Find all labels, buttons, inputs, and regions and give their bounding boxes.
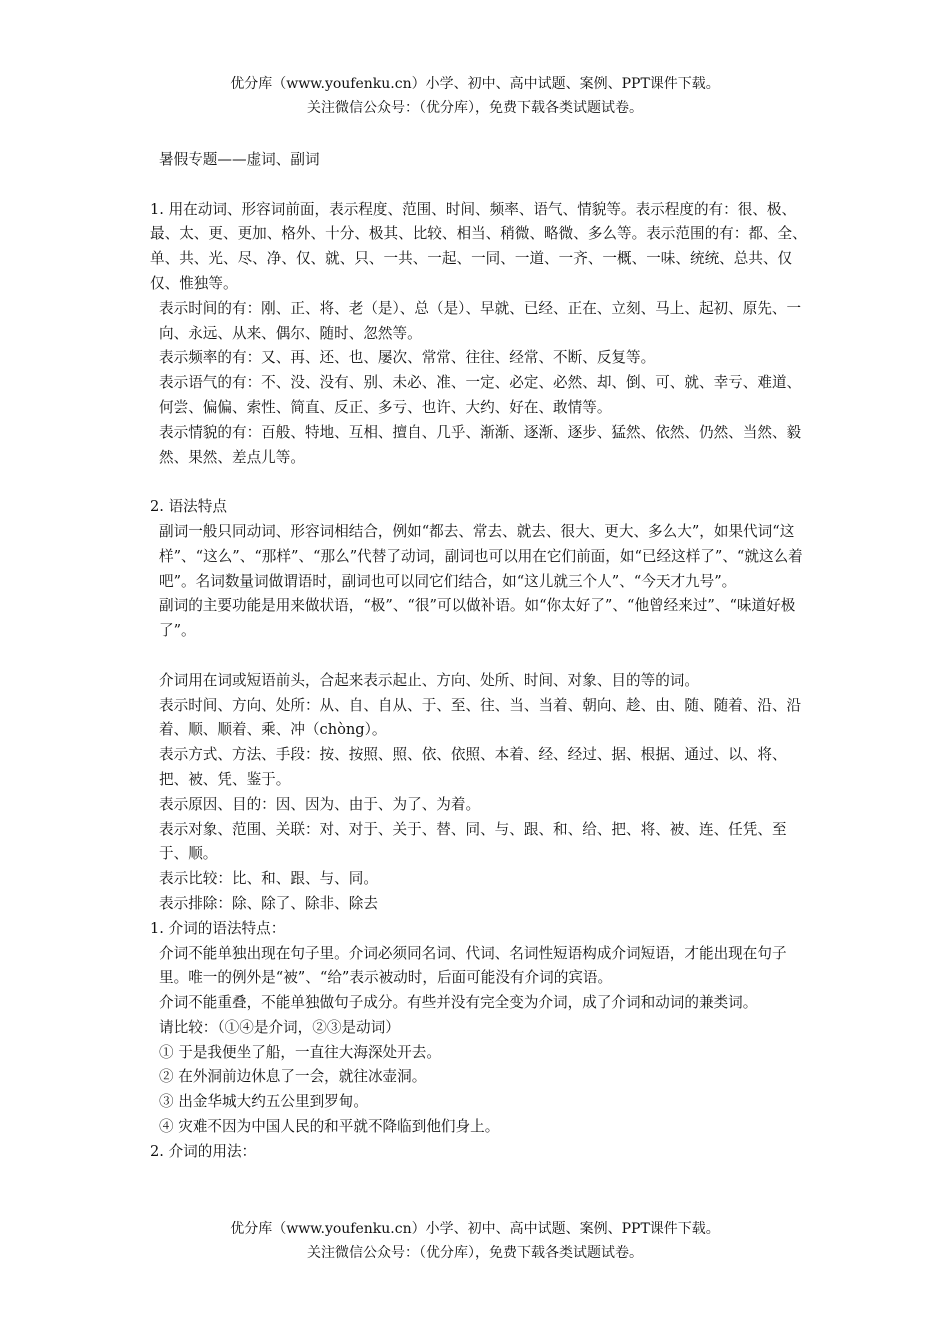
preposition-compare: 表示比较：比、和、跟、与、同。 (159, 870, 378, 888)
preposition-grammar-2: 介词不能重叠，不能单独做句子成分。有些并没有完全变为介词，成了介词和动词的兼类词。 (159, 994, 758, 1012)
grammar-paragraph-1: 副词一般只同动词、形容词相结合，例如“都去、常去、就去、很大、更大、多么大”，如果代词“这样”、“这么”、“那样”、“那么”代替了动词，副词也可以用在它们前面，如“已经这样了”、“就这么着吧”。名词数量词做谓语时，副词也可以同它们结合，如“这儿就三个人”、“今天才九号”。 (159, 522, 803, 590)
preposition-grammar-1: 介词不能单独出现在句子里。介词必须同名词、代词、名词性短语构成介词短语，才能出现在句子里。唯一的例外是“被”、“给”表示被动时，后面可能没有介词的宾语。 (159, 944, 787, 987)
preposition-reason: 表示原因、目的：因、因为、由于、为了、为着。 (159, 795, 481, 813)
compare-intro: 请比较：（①④是介词，②③是动词） (159, 1018, 400, 1036)
adverb-paragraph-manner: 表示情貌的有：百般、特地、互相、擅自、几乎、渐渐、逐渐、逐步、猛然、依然、仍然、当然、毅然、果然、差点儿等。 (159, 423, 802, 466)
preposition-exclude: 表示排除：除、除了、除非、除去 (159, 894, 378, 912)
preposition-heading-2: 2. 介词的用法： (150, 1142, 257, 1160)
header-line-1: 优分库（www.youfenku.cn）小学、初中、高中试题、案例、PPT课件下载。 (230, 76, 720, 92)
preposition-time: 表示时间、方向、处所：从、自、自从、于、至、往、当、当着、朝向、趁、由、随、随着、沿、沿着、顺、顺着、乘、冲（chòng）。 (159, 696, 802, 739)
preposition-intro: 介词用在词或短语前头，合起来表示起止、方向、处所、时间、对象、目的等的词。 (159, 671, 699, 689)
adverb-paragraph-time: 表示时间的有：刚、正、将、老（是）、总（是）、早就、已经、正在、立刻、马上、起初、原先、一向、永远、从来、偶尔、随时、忽然等。 (159, 299, 802, 342)
example-sentence: ③ 出金华城大约五公里到罗甸。 (159, 1093, 368, 1111)
adverb-paragraph-mood: 表示语气的有：不、没、没有、别、未必、准、一定、必定、必然、却、倒、可、就、幸亏、难道、何尝、偏偏、索性、简直、反正、多亏、也许、大约、好在、敢情等。 (159, 374, 802, 416)
footer-line-2: 关注微信公众号：（优分库），免费下载各类试题试卷。 (307, 1245, 643, 1261)
grammar-heading: 2. 语法特点 (150, 498, 227, 516)
footer-line-1: 优分库（www.youfenku.cn）小学、初中、高中试题、案例、PPT课件下载。 (230, 1221, 720, 1237)
preposition-heading-1: 1. 介词的语法特点： (150, 919, 286, 937)
example-sentence: ② 在外洞前边休息了一会，就往冰壶洞。 (159, 1068, 427, 1086)
grammar-paragraph-2: 副词的主要功能是用来做状语，“极”、“很”可以做补语。如“你太好了”、“他曾经来过”、“味道好极了”。 (159, 597, 796, 640)
example-sentence: ① 于是我便坐了船，一直往大海深处开去。 (159, 1043, 441, 1061)
adverb-paragraph-frequency: 表示频率的有：又、再、还、也、屡次、常常、往往、经常、不断、反复等。 (159, 349, 656, 367)
header-line-2: 关注微信公众号：（优分库），免费下载各类试题试卷。 (307, 100, 643, 116)
preposition-object: 表示对象、范围、关联：对、对于、关于、替、同、与、跟、和、给、把、将、被、连、任凭、至于、顺。 (159, 820, 787, 863)
document-body (145, 148, 810, 1165)
example-sentence: ④ 灾难不因为中国人民的和平就不降临到他们身上。 (159, 1118, 500, 1136)
document-title: 暑假专题——虚词、副词 (159, 151, 320, 168)
preposition-manner: 表示方式、方法、手段：按、按照、照、依、依照、本着、经、经过、据、根据、通过、以、将、把、被、凭、鉴于。 (159, 746, 787, 788)
adverb-paragraph-1: 1. 用在动词、形容词前面，表示程度、范围、时间、频率、语气、情貌等。表示程度的有：很、极、最、太、更、更加、格外、十分、极其、比较、相当、稍微、略微、多么等。表示范围的有：都、全、单、共、光、尽、净、仅、就、只、一共、一起、一同、一道、一齐、一概、一味、统统、总共、仅仅、惟独等。 (150, 200, 807, 292)
